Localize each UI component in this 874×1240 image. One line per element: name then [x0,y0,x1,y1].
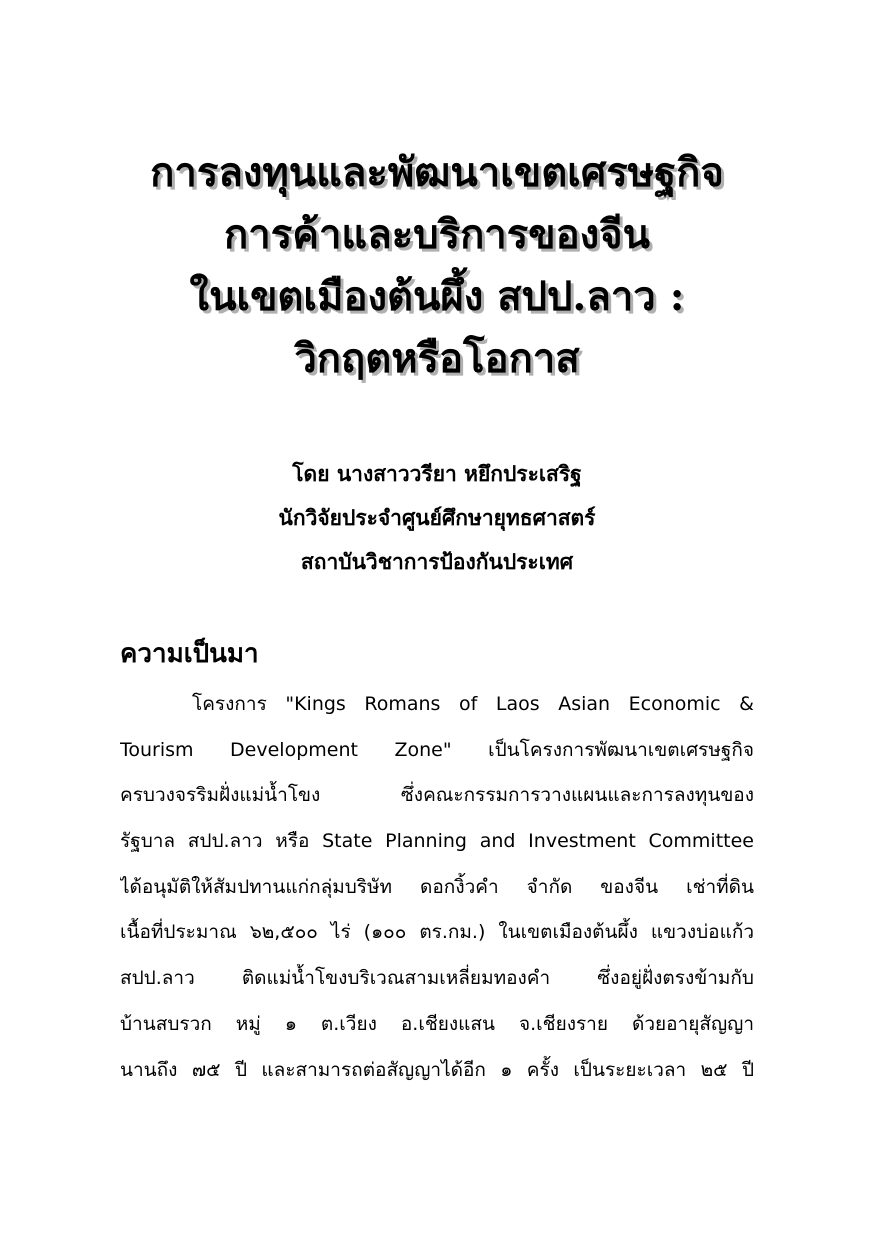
paragraph-line: Tourism Development Zone" เป็นโครงการพัฒนาเขตเศรษฐกิจ [120,738,754,761]
paragraph-line: สปป.ลาว ติดแม่น้ำโขงบริเวณสามเหลี่ยมทองคำ ซึ่งอยู่ฝั่งตรงข้ามกับ [120,967,754,990]
title-line-2: การค้าและบริการของจีน [224,211,650,258]
paragraph-line: ครบวงจรริมฝั่งแม่น้ำโขง ซึ่งคณะกรรมการวางแผนและการลงทุนของ [120,784,754,807]
document-title [0,142,874,390]
body-paragraph [120,684,754,1095]
section-heading: ความเป็นมา [120,639,259,669]
author-info [0,452,874,584]
title-line-1: การลงทุนและพัฒนาเขตเศรษฐกิจ [150,149,724,196]
paragraph-line: เนื้อที่ประมาณ ๖๒,๕๐๐ ไร่ (๑๐๐ ตร.กม.) ในเขตเมืองต้นผึ้ง แขวงบ่อแก้ว [120,921,754,944]
author-name: โดย นางสาววรียา หยึกประเสริฐ [292,461,582,486]
paragraph-line: รัฐบาล สปป.ลาว หรือ State Planning and Investment Committee [120,830,754,853]
author-position: นักวิจัยประจำศูนย์ศึกษายุทธศาสตร์ [278,505,596,530]
title-line-4: วิกฤตหรือโอกาส [294,335,580,382]
paragraph-line: บ้านสบรวก หมู่ ๑ ต.เวียง อ.เชียงแสน จ.เชียงราย ด้วยอายุสัญญา [120,1012,754,1035]
paragraph-line: ได้อนุมัติให้สัมปทานแก่กลุ่มบริษัท ดอกงิ้วคำ จำกัด ของจีน เช่าที่ดิน [120,875,754,898]
paragraph-line: นานถึง ๗๕ ปี และสามารถต่อสัญญาได้อีก ๑ ครั้ง เป็นระยะเวลา ๒๕ ปี [120,1058,754,1081]
title-line-3: ในเขตเมืองต้นผึ้ง สปป.ลาว : [189,273,685,320]
author-affiliation: สถาบันวิชาการป้องกันประเทศ [300,549,574,574]
paragraph-line: โครงการ "Kings Romans of Laos Asian Economic & [192,693,754,715]
